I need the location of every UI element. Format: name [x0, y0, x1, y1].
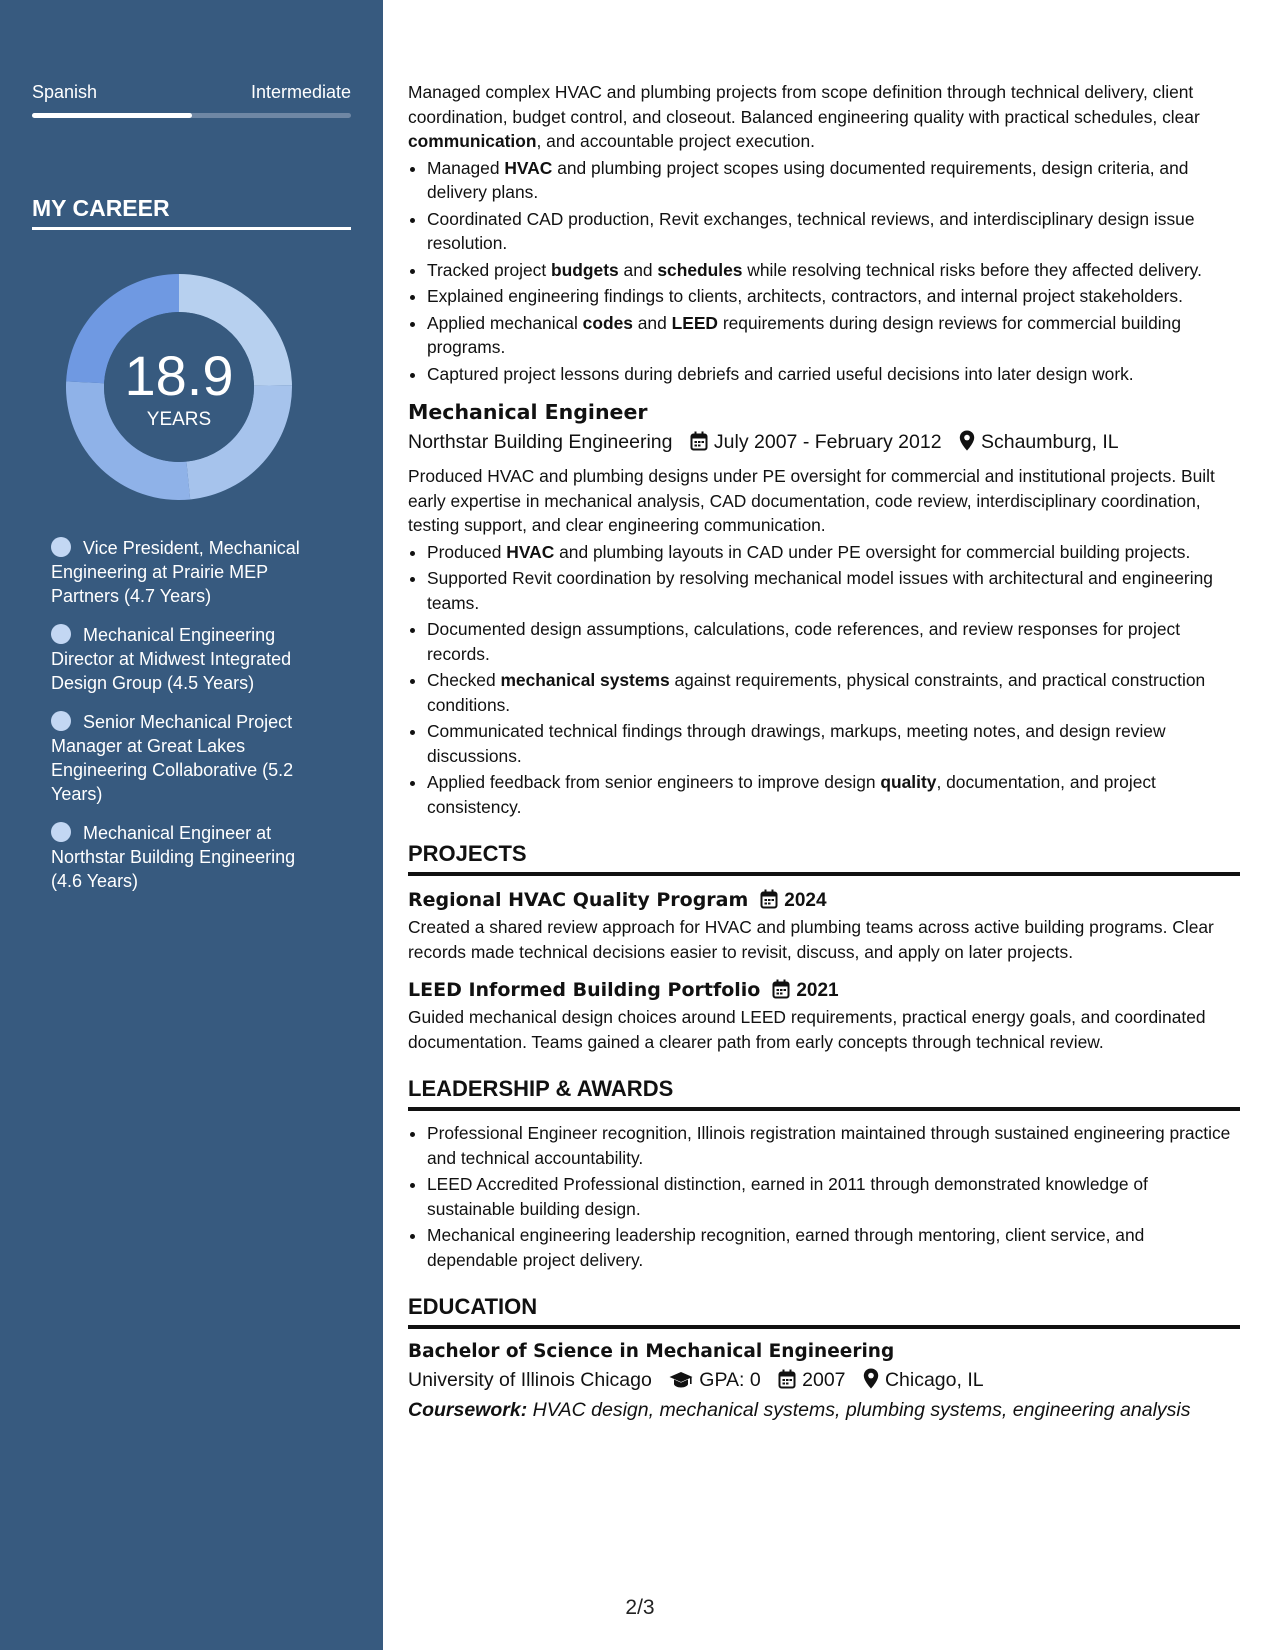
list-item: • Explained engineering findings to clients, architects, contractors, and internal project stakeholders. [427, 284, 1240, 309]
career-item [51, 710, 331, 806]
school-location: Chicago, IL [884, 1369, 984, 1391]
language-name: Spanish [32, 82, 98, 102]
calendar-icon [760, 889, 778, 909]
list-item: • Documented design assumptions, calculations, code references, and review responses for project records. [427, 617, 1240, 666]
career-item [51, 821, 331, 893]
job-company: Northstar Building Engineering [408, 431, 673, 453]
calendar-icon [778, 1369, 796, 1389]
career-item-text: Vice President, Mechanical Engineering at Prairie MEP Partners (4.7 Years) [51, 538, 300, 606]
language-row [32, 82, 351, 103]
education-meta [408, 1365, 1240, 1395]
awards-list [408, 1121, 1240, 1272]
legend-dot [51, 822, 71, 842]
list-item: • Tracked project budgets and schedules while resolving technical risks before they affected delivery. [427, 258, 1240, 283]
sidebar [0, 0, 383, 1650]
education-heading: EDUCATION [408, 1294, 538, 1319]
list-item: • Applied mechanical codes and LEED requirements during design reviews for commercial building programs. [427, 311, 1240, 360]
calendar-icon [690, 431, 708, 451]
projects-heading: PROJECTS [408, 841, 527, 866]
job-meta [408, 428, 1240, 456]
section-rule [408, 872, 1240, 876]
project-year: 2021 [796, 980, 839, 1001]
section-rule [408, 1107, 1240, 1111]
career-list [51, 536, 331, 908]
graduation-year: 2007 [802, 1369, 846, 1391]
project-description: Guided mechanical design choices around LEED requirements, practical energy goals, and coordinated documentation. Teams gained a clearer path from early concepts through technical review. [408, 1007, 1206, 1052]
previous-role-bullets [408, 156, 1240, 387]
job-location: Schaumburg, IL [980, 431, 1119, 453]
project-title: LEED Informed Building Portfolio 2021 [408, 979, 839, 1001]
section-rule [408, 1325, 1240, 1329]
list-item: • Supported Revit coordination by resolving mechanical model issues with architectural and engineering teams. [427, 566, 1240, 615]
job-bullets [408, 540, 1240, 820]
career-item [51, 623, 331, 695]
career-item-text: Mechanical Engineer at Northstar Building Engineering (4.6 Years) [51, 823, 296, 891]
coursework-text: HVAC design, mechanical systems, plumbing systems, engineering analysis [527, 1399, 1191, 1421]
list-item: • Applied feedback from senior engineers to improve design quality, documentation, and project consistency. [427, 770, 1240, 819]
list-item: • Professional Engineer recognition, Illinois registration maintained through sustained engineering practice and technical accountability. [427, 1121, 1240, 1170]
list-item: • Captured project lessons during debriefs and carried useful decisions into later design work. [427, 362, 1240, 387]
list-item: • Produced HVAC and plumbing layouts in CAD under PE oversight for commercial building projects. [427, 540, 1240, 565]
career-item-text: Senior Mechanical Project Manager at Great Lakes Engineering Collaborative (5.2 Years) [51, 712, 294, 804]
job-title: Mechanical Engineer [408, 400, 648, 424]
list-item: • LEED Accredited Professional distinction, earned in 2011 through demonstrated knowledge of sustainable building design. [427, 1172, 1240, 1221]
legend-dot [51, 711, 71, 731]
school-name: University of Illinois Chicago [408, 1369, 652, 1391]
career-item-text: Mechanical Engineering Director at Midwest Integrated Design Group (4.5 Years) [51, 625, 292, 693]
list-item: • Managed HVAC and plumbing project scopes using documented requirements, design criteria, and delivery plans. [427, 156, 1240, 205]
list-item: • Mechanical engineering leadership recognition, earned through mentoring, client service, and dependable project delivery. [427, 1223, 1240, 1272]
previous-role-summary: Managed complex HVAC and plumbing projects from scope definition through technical delivery, client coordination, budget control, and closeout. Balanced engineering quality with practical schedules, clear communication, and accountable project execution. [408, 82, 1200, 151]
main-content [408, 80, 1240, 1425]
career-heading-rule [32, 227, 351, 230]
language-level: Intermediate [250, 82, 351, 102]
list-item: • Communicated technical findings through drawings, markups, meeting notes, and design review discussions. [427, 719, 1240, 768]
location-pin-icon [959, 430, 975, 451]
list-item: • Coordinated CAD production, Revit exchanges, technical reviews, and interdisciplinary design issue resolution. [427, 207, 1240, 256]
page-number: 2/3 [625, 1596, 655, 1619]
legend-dot [51, 624, 71, 644]
total-years-label: YEARS [146, 409, 212, 430]
career-heading: MY CAREER [32, 195, 170, 221]
graduation-cap-icon [669, 1371, 693, 1389]
language-proficiency-bar [32, 113, 351, 118]
legend-dot [51, 537, 71, 557]
awards-heading: LEADERSHIP & AWARDS [408, 1076, 674, 1101]
location-pin-icon [863, 1368, 879, 1389]
gpa: GPA: 0 [699, 1369, 761, 1391]
degree-title: Bachelor of Science in Mechanical Engineering [408, 1341, 895, 1362]
calendar-icon [772, 979, 790, 999]
list-item: • Checked mechanical systems against requirements, physical constraints, and practical construction conditions. [427, 668, 1240, 717]
job-dates: July 2007 - February 2012 [713, 431, 942, 453]
coursework [408, 1395, 1240, 1425]
total-years-value: 18.9 [124, 344, 234, 407]
project-year: 2024 [784, 890, 827, 911]
project-description: Created a shared review approach for HVAC and plumbing teams across active building programs. Clear records made technical decisions easier to revisit, discuss, and apply on later projects. [408, 917, 1214, 962]
coursework-label: Coursework: [408, 1399, 528, 1421]
career-item [51, 536, 331, 608]
job-summary: Produced HVAC and plumbing designs under PE oversight for commercial and institutional projects. Built early expertise in mechanical analysis, CAD documentation, code review, interdisciplinary coordination, testing support, and clear engineering communication. [408, 466, 1215, 535]
language-proficiency-fill [32, 113, 192, 118]
project-title: Regional HVAC Quality Program 2024 [408, 889, 827, 911]
